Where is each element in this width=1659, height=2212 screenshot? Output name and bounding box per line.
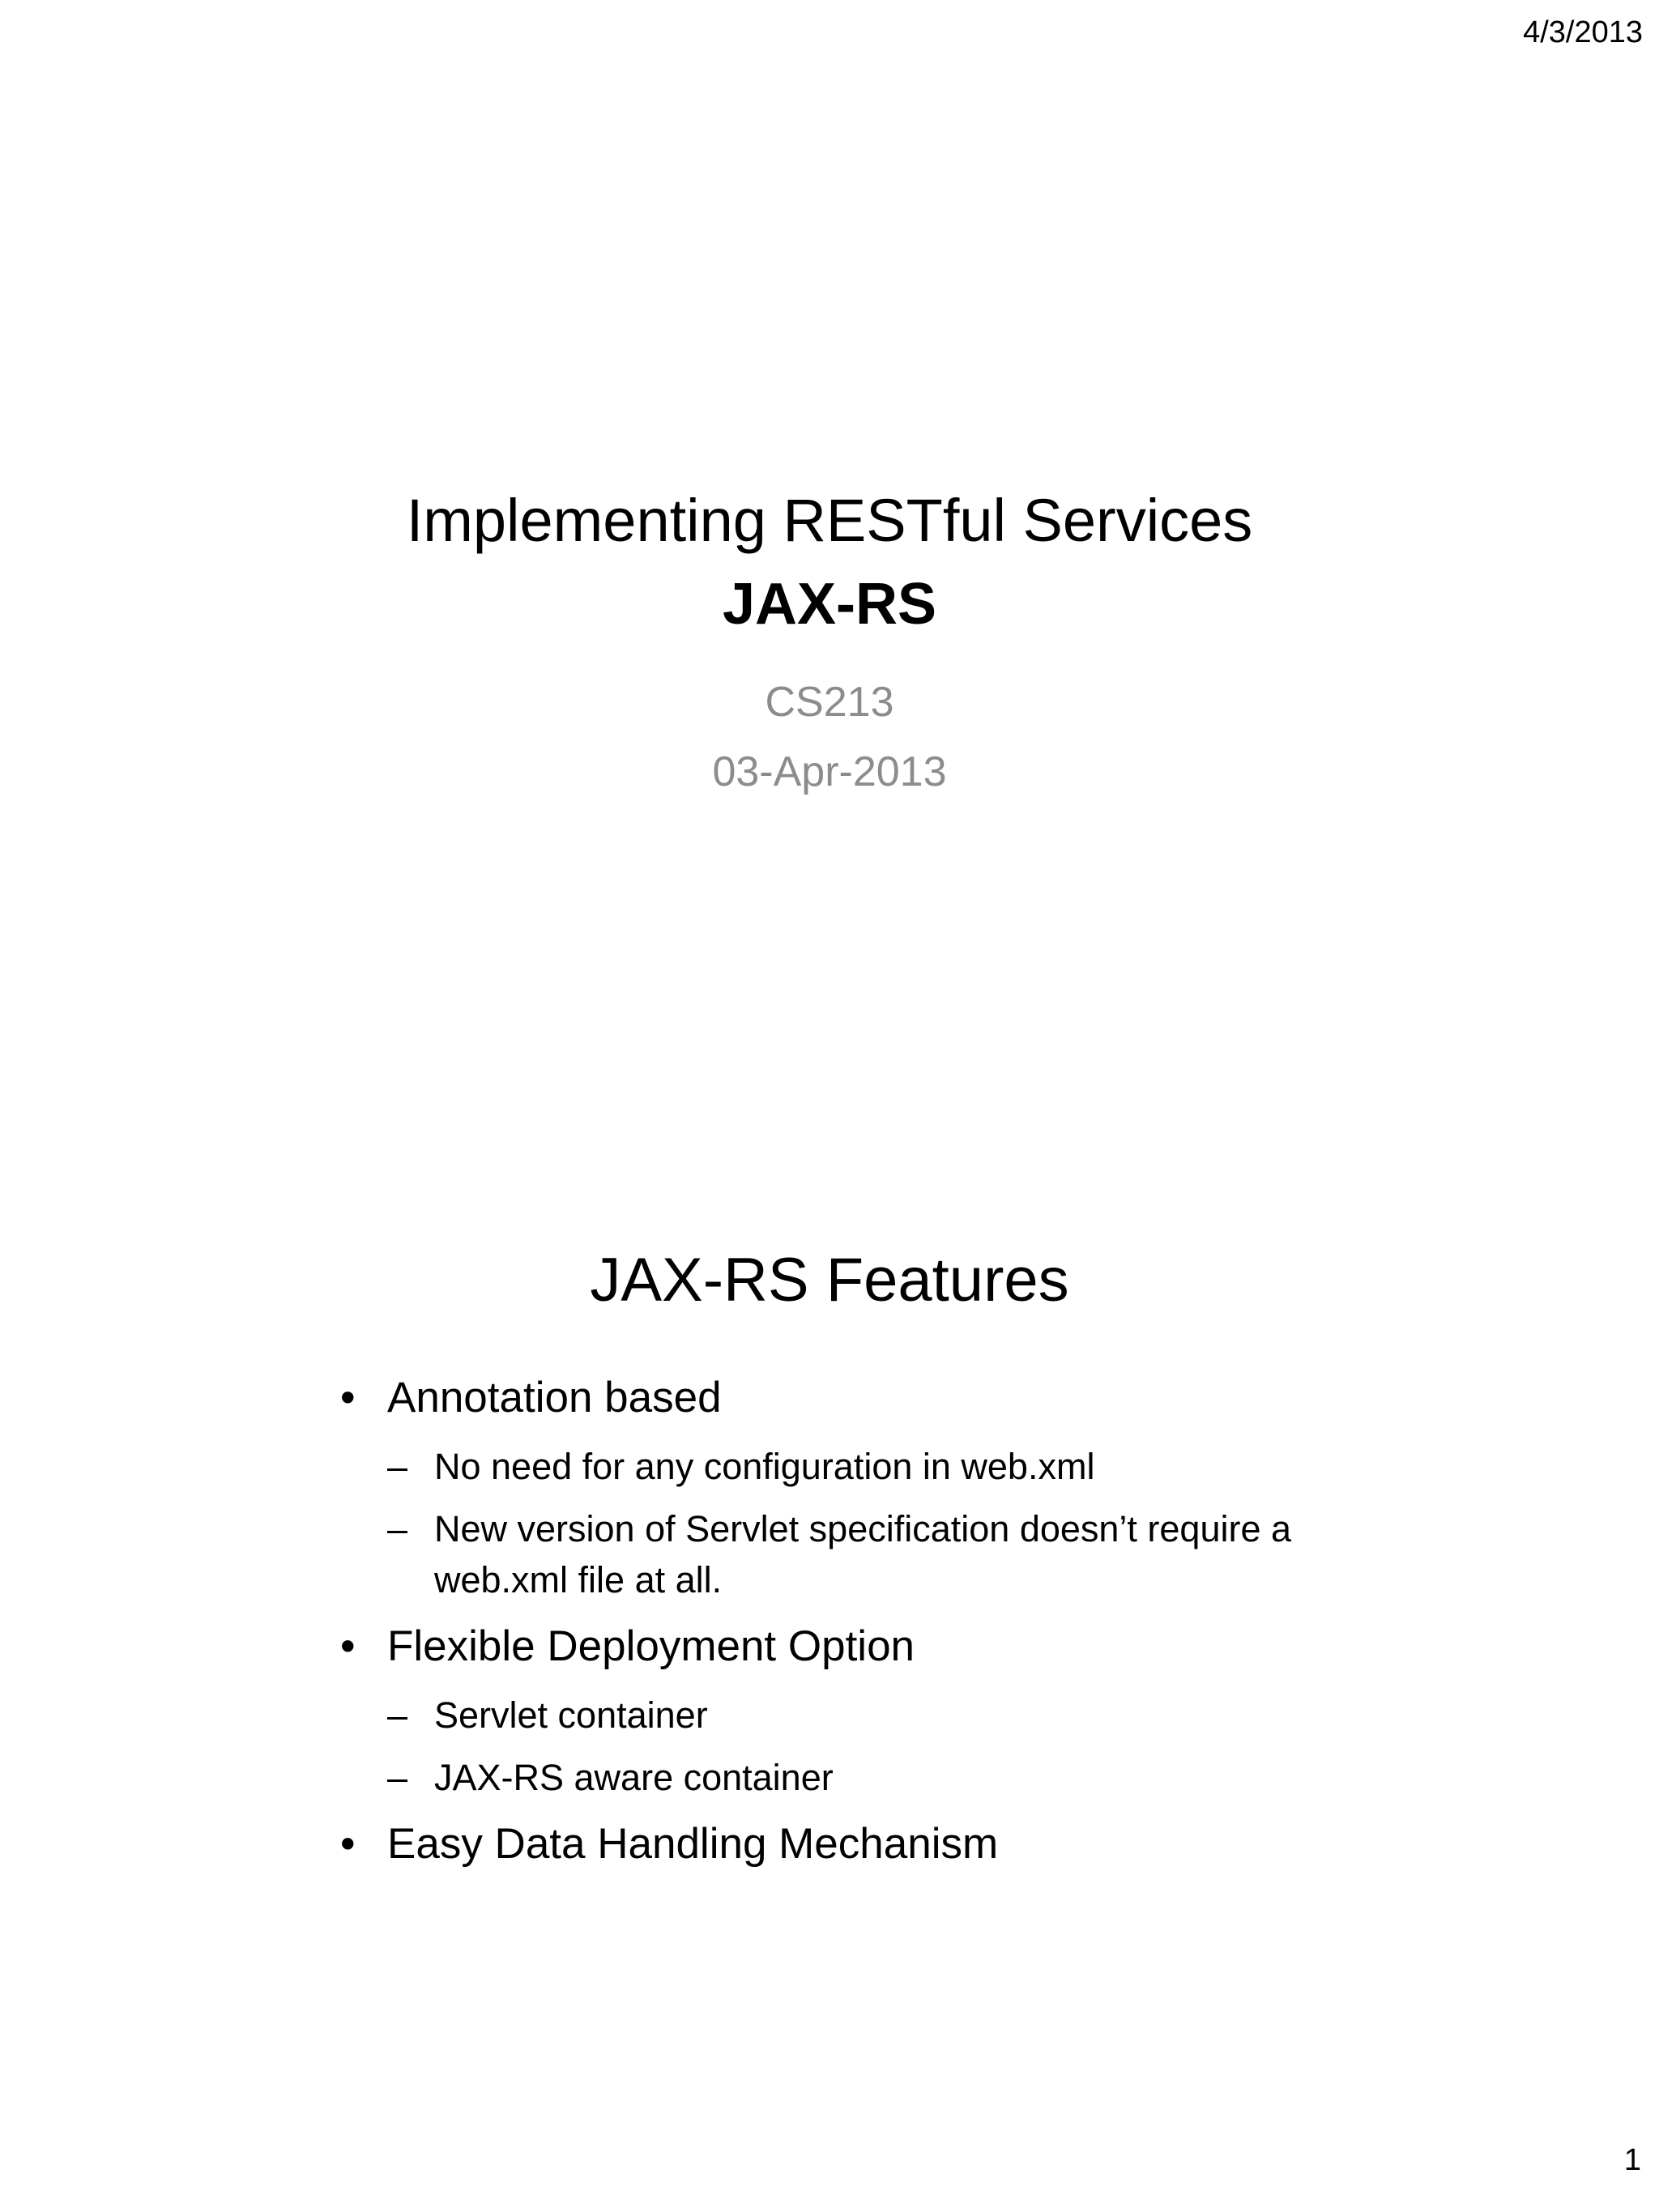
title-slide [0, 478, 1659, 834]
bullet-item [340, 1615, 1393, 1803]
bullet-item [340, 1366, 1393, 1605]
sub-bullet-item: – No need for any configuration in web.xml [387, 1441, 1393, 1492]
course-code: CS213 [765, 679, 894, 726]
page-number: 1 [1623, 2143, 1641, 2178]
slide-title: Implementing RESTful Services [406, 487, 1253, 554]
bullet-item [340, 1813, 1393, 1876]
subtitle-block [0, 667, 1659, 807]
sub-bullet-list [387, 1441, 1393, 1605]
bullet-list [340, 1357, 1393, 1876]
sub-bullet-list [387, 1690, 1393, 1803]
sub-bullet-item: – Servlet container [387, 1690, 1393, 1741]
presentation-date: 03-Apr-2013 [712, 748, 947, 795]
bullet-text: • Easy Data Handling Mechanism [387, 1820, 999, 1868]
features-slide [0, 1235, 1659, 1964]
slide-title: JAX-RS Features [590, 1246, 1069, 1315]
sub-bullet-item: – JAX-RS aware container [387, 1752, 1393, 1803]
sub-bullet-item: – New version of Servlet specification doesn’t require a web.xml file at all. [387, 1503, 1393, 1605]
slide-title-emphasis: JAX-RS [722, 572, 937, 637]
bullet-text: • Flexible Deployment Option [387, 1622, 915, 1670]
bullet-text: • Annotation based [387, 1374, 722, 1421]
page-date: 4/3/2013 [1523, 15, 1643, 49]
